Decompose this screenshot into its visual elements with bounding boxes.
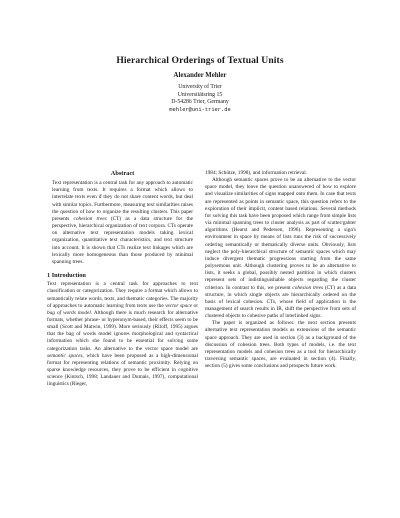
author-email: mehler@uni-trier.de: [169, 106, 231, 113]
paper-title: Hierarchical Orderings of Textual Units: [116, 55, 284, 66]
body-paragraph: The paper is organized as follows: the next section presents alternative text representation models as extensions of the semantic space approach. They are used in section (3) as a background of the discussion of cohesion trees. Both types of models, i.e. the text representation models and cohesion trees as a tool for hierarchically traversing semantic spaces, are evaluated in section (4). Finally, section (5) gives some conclusions and prospects future work.: [205, 320, 356, 370]
abstract-heading: Abstract: [110, 170, 135, 177]
affiliation-line: Universitätsring 15: [177, 91, 223, 98]
author-name: Alexander Mehler: [173, 72, 227, 79]
right-column: [205, 170, 356, 370]
abstract-text: Text representation is a central task for any approach to automatic learning from texts. It requires a format which allows to interrelate texts even if they do not share content words, but deal with similar topics. Furthermore, measuring text similarities raises the question of how to organize the resulting clusters. This paper presents cohesion trees (CT) as a data structure for the perspective, hierarchical organization of text corpora. CTs operate on alternative text representation models taking lexical organization, quantitative text characteristics, and text structure into account. It is shown that CTs realize text linkages which are lexically more homogeneous than those produced by minimal spanning trees.: [52, 180, 193, 265]
section-heading-introduction: 1 Introduction: [47, 272, 86, 280]
body-paragraph: 1984; Schütze, 1998), and information retrieval.: [205, 170, 308, 176]
left-column: [47, 170, 198, 389]
intro-paragraph: Text representation is a central task for approaches to text classification or categorization. They require a format which allows to semantically relate words, texts, and thematic categories. The majority of approaches to automatic learning from texts use the vector space or bag of words model. Although there is much research for alternative formats, whether phrase- or hyperonym-based, their effects seem to be small (Scott and Matwin, 1999). More seriously (Riloff, 1995) argues that the bag of words model ignores morphological and syntactical information which she found to be essential for solving some categorization tasks. An alternative to the vector space model are semantic spaces, which have been proposed as a high-dimensional format for representing relations of semantic proximity. Relying on sparse knowledge resources, they prove to be efficient in cognitive science (Kintsch, 1998; Landauer and Dumais, 1997), computational linguistics (Rieger,: [47, 281, 198, 388]
affiliation-line: University of Trier: [178, 84, 222, 90]
affiliation-block: [0, 84, 400, 114]
body-paragraph: Although semantic spaces prove to be an alternative to the vector space model, they leave the question unanswered of how to explore and visualize similarities of signs mapped onto them. In case that texts are represented as points in semantic space, this question refers to the exploration of their implicit, content based relations. Several methods for solving this task have been proposed which range from simple lists via minimal spanning trees to cluster analysis as part of scatter/gahter algorithms (Hearst and Pedersen, 1996). Representing a sign's environment in space by means of lists runs the risk of successively ordering semantically or thematically diverse units. Obviously, lists neglect the poly-hierarchical structure of semantic spaces which may induce divergent thematic progressions starting from the same polysemous unit. Although clustering proves to be an alternative to lists, it seeks a global, possibly nested partition in which clusters represent sets of indistinguishable objects regarding the cluster criterion. In contrast to this, we present cohesion trees (CT) as a data structure, in which single objects are hierarchically ordered on the basis of lexical cohesion. CTs, whose field of application is the management of search results in IR, shift the perspective from sets of clustered objects to cohesive paths of interlinked signs.: [205, 177, 356, 320]
affiliation-line: D-54286 Trier, Germany: [171, 99, 229, 105]
